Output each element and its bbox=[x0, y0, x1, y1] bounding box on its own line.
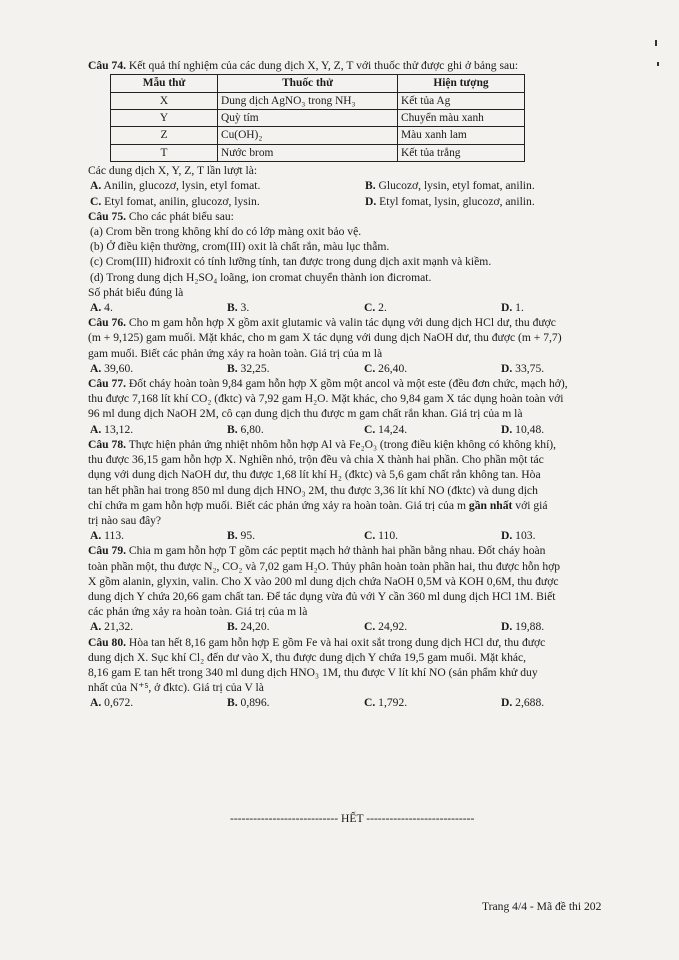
question-label: Câu 76. bbox=[88, 316, 127, 330]
question-74 bbox=[88, 58, 608, 209]
question-label: Câu 78. bbox=[88, 437, 127, 451]
question-text: các phản ứng xảy ra hoàn toàn. Giá trị của m là bbox=[88, 605, 308, 619]
option-b: B. 6,80. bbox=[227, 422, 264, 436]
option-c: C. Etyl fomat, anilin, glucozơ, lysin. bbox=[90, 194, 260, 208]
option-c: C. 14,24. bbox=[364, 422, 408, 436]
table-cell: Z bbox=[111, 127, 218, 144]
option-d: D. 2,688. bbox=[501, 696, 545, 710]
question-text: thu được 36,15 gam hỗn hợp X. Nghiền nhỏ, trộn đều và chia X thành hai phần. Cho phần một tác bbox=[88, 453, 544, 467]
option-b: B. Glucozơ, lysin, etyl fomat, anilin. bbox=[365, 179, 535, 193]
question-77 bbox=[88, 376, 608, 437]
table-row bbox=[111, 92, 525, 109]
question-text: Chia m gam hỗn hợp T gồm các peptit mạch hở thành hai phần bằng nhau. Đốt cháy hoàn bbox=[126, 544, 546, 558]
option-c: C. 26,40. bbox=[364, 361, 408, 375]
option-a: A. 113. bbox=[90, 529, 125, 543]
statement: (a) Crom bền trong không khí do có lớp màng oxit bảo vệ. bbox=[90, 225, 362, 239]
question-78 bbox=[88, 437, 608, 543]
question-label: Câu 80. bbox=[88, 635, 127, 649]
question-text: dung dịch Y chứa 20,66 gam chất tan. Để tác dụng vừa đủ với Y cần 360 ml dung dịch HCl 1M. Biết bbox=[88, 589, 556, 603]
table-cell: Màu xanh lam bbox=[398, 127, 525, 144]
question-text: tan hết phần hai trong 850 ml dung dịch HNO₃ 2M, thu được 3,36 lít khí NO (đktc) và dung dịch bbox=[88, 483, 538, 497]
option-a: A. 4. bbox=[90, 301, 113, 315]
table-cell: Quỳ tím bbox=[218, 110, 398, 127]
question-text: Cho m gam hỗn hợp X gồm axit glutamic và valin tác dụng với dung dịch HCl dư, thu được bbox=[126, 316, 556, 330]
option-a: A. 13,12. bbox=[90, 422, 134, 436]
question-text: (m + 9,125) gam muối. Mặt khác, cho m gam X tác dụng với dung dịch NaOH dư, thu được (m + 7,7) bbox=[88, 331, 562, 345]
question-text: nhất của N⁺⁵, ở đktc). Giá trị của V là bbox=[88, 681, 264, 695]
question-text: trị nào sau đây? bbox=[88, 513, 162, 527]
question-text: toàn phần một, thu được N₂, CO₂ và 7,02 gam H₂O. Thủy phân hoàn toàn phần hai, thu được hỗn hợp bbox=[88, 559, 561, 573]
end-marker: ---------------------------- HẾT ---------------------------- bbox=[230, 812, 475, 825]
question-75 bbox=[88, 209, 608, 315]
option-b: B. 3. bbox=[227, 301, 250, 315]
option-b: B. 24,20. bbox=[227, 620, 270, 634]
scan-mark bbox=[657, 62, 659, 66]
table-cell: Nước brom bbox=[218, 144, 398, 161]
option-a: A. 21,32. bbox=[90, 620, 134, 634]
table-header: Thuốc thử bbox=[218, 75, 398, 92]
option-c: C. 2. bbox=[364, 301, 387, 315]
question-text: Số phát biểu đúng là bbox=[88, 285, 184, 299]
table-row bbox=[111, 110, 525, 127]
answer-options bbox=[88, 422, 608, 437]
page-footer: Trang 4/4 - Mã đề thi 202 bbox=[482, 900, 602, 913]
table-cell: T bbox=[111, 144, 218, 161]
question-text: Hòa tan hết 8,16 gam hỗn hợp E gồm Fe và hai oxit sắt trong dung dịch HCl dư, thu được bbox=[126, 635, 546, 649]
option-c: C. 110. bbox=[364, 529, 399, 543]
answer-options bbox=[88, 361, 608, 376]
question-text: Cho các phát biểu sau: bbox=[126, 209, 234, 223]
question-text: thu được 7,168 lít khí CO₂ (đktc) và 7,92 gam H₂O. Mặt khác, cho 9,84 gam X tác dụng hoàn toàn với bbox=[88, 392, 564, 406]
option-a: A. 39,60. bbox=[90, 361, 134, 375]
answer-options bbox=[88, 619, 608, 634]
scan-mark bbox=[655, 40, 657, 46]
question-text: dung dịch X. Sục khí Cl₂ đến dư vào X, thu được dung dịch Y chứa 19,5 gam muối. Mặt khác, bbox=[88, 650, 527, 664]
question-text: chỉ chứa m gam hỗn hợp muối. Biết các phản ứng xảy ra hoàn toàn. Giá trị của m gần nhất với giá bbox=[88, 498, 548, 512]
table-cell: X bbox=[111, 92, 218, 109]
answer-options bbox=[88, 178, 608, 208]
statement: (d) Trong dung dịch H₂SO₄ loãng, ion cromat chuyển thành ion đicromat. bbox=[90, 270, 432, 284]
option-d: D. 1. bbox=[501, 301, 524, 315]
option-b: B. 0,896. bbox=[227, 696, 270, 710]
statement: (c) Crom(III) hiđroxit có tính lưỡng tính, tan được trong dung dịch axit mạnh và kiềm. bbox=[90, 255, 492, 269]
answer-options bbox=[88, 528, 608, 543]
answer-options bbox=[88, 695, 608, 710]
question-79 bbox=[88, 543, 608, 634]
option-d: D. Etyl fomat, lysin, glucozơ, anilin. bbox=[365, 194, 535, 208]
question-label: Câu 75. bbox=[88, 209, 127, 223]
question-text: dụng với dung dịch NaOH dư, thu được 1,68 lít khí H₂ (đktc) và 5,6 gam chất rắn không tan. Hòa bbox=[88, 468, 541, 482]
option-d: D. 103. bbox=[501, 529, 536, 543]
option-c: C. 1,792. bbox=[364, 696, 408, 710]
table-row bbox=[111, 127, 525, 144]
exam-page bbox=[88, 58, 608, 711]
emphasis: gần nhất bbox=[468, 498, 513, 512]
question-text: 96 ml dung dịch NaOH 2M, cô cạn dung dịch thu được m gam chất rắn khan. Giá trị của m là bbox=[88, 407, 523, 421]
question-label: Câu 77. bbox=[88, 377, 127, 391]
table-cell: Kết tủa Ag bbox=[398, 92, 525, 109]
statement: (b) Ở điều kiện thường, crom(III) oxit là chất rắn, màu lục thẫm. bbox=[90, 240, 390, 254]
option-d: D. 19,88. bbox=[501, 620, 545, 634]
table-cell: Dung dịch AgNO₃ trong NH₃ bbox=[218, 92, 398, 109]
table-cell: Kết tủa trắng bbox=[398, 144, 525, 161]
question-text: X gồm alanin, glyxin, valin. Cho X vào 200 ml dung dịch chứa NaOH 0,5M và KOH 0,6M, thu được bbox=[88, 574, 559, 588]
option-c: C. 24,92. bbox=[364, 620, 408, 634]
question-text: Thực hiện phản ứng nhiệt nhôm hỗn hợp Al và Fe₂O₃ (trong điều kiện không có không khí), bbox=[126, 437, 557, 451]
table-header: Hiện tượng bbox=[398, 75, 525, 92]
option-a: A. Anilin, glucozơ, lysin, etyl fomat. bbox=[90, 179, 261, 193]
table-header: Mẫu thử bbox=[111, 75, 218, 92]
question-76 bbox=[88, 315, 608, 376]
question-label: Câu 79. bbox=[88, 544, 127, 558]
table-cell: Y bbox=[111, 110, 218, 127]
table-cell: Chuyển màu xanh bbox=[398, 110, 525, 127]
results-table bbox=[110, 74, 525, 162]
question-text: gam muối. Biết các phản ứng xảy ra hoàn toàn. Giá trị của m là bbox=[88, 346, 383, 360]
table-cell: Cu(OH)₂ bbox=[218, 127, 398, 144]
question-80 bbox=[88, 635, 608, 711]
option-d: D. 33,75. bbox=[501, 361, 545, 375]
question-label: Câu 74. bbox=[88, 59, 127, 72]
question-text: Đốt cháy hoàn toàn 9,84 gam hỗn hợp X gồm một ancol và một este (đều đơn chức, mạch hở), bbox=[126, 377, 568, 391]
option-a: A. 0,672. bbox=[90, 696, 134, 710]
option-b: B. 32,25. bbox=[227, 361, 270, 375]
answer-options bbox=[88, 300, 608, 315]
question-text: Các dung dịch X, Y, Z, T lần lượt là: bbox=[88, 164, 258, 178]
question-text: Kết quả thí nghiệm của các dung dịch X, Y, Z, T với thuốc thử được ghi ở bảng sau: bbox=[126, 59, 519, 72]
option-b: B. 95. bbox=[227, 529, 256, 543]
table-header-row bbox=[111, 75, 525, 92]
option-d: D. 10,48. bbox=[501, 422, 545, 436]
question-text: 8,16 gam E tan hết trong 340 ml dung dịch HNO₃ 1M, thu được V lít khí NO (sản phẩm khử duy bbox=[88, 665, 538, 679]
table-row bbox=[111, 144, 525, 161]
